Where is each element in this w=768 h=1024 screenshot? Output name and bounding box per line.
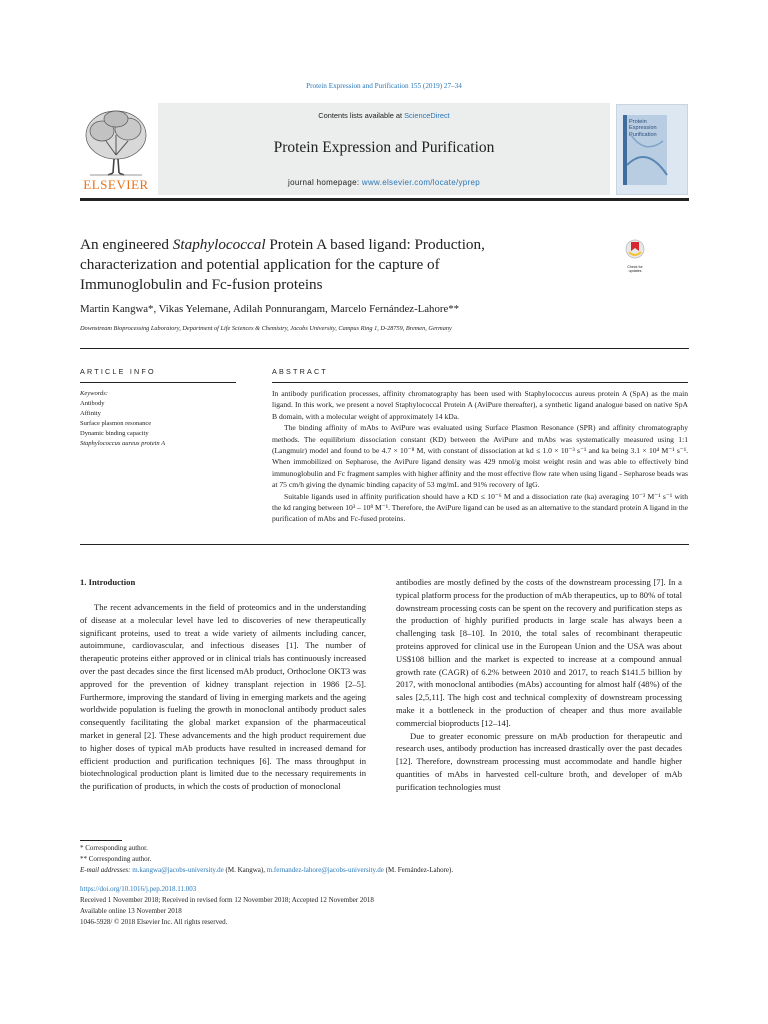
abstract-bottom-rule bbox=[80, 544, 689, 545]
section-heading-introduction: 1. Introduction bbox=[80, 577, 136, 587]
abstract-paragraph: Suitable ligands used in affinity purification should have a KD ≤ 10⁻⁶ M and a dissociation rate (ka) averaging 10⁻³ M⁻¹ s⁻¹ with the kd ranging between 10³ – 10⁸ M⁻¹. Therefore, the AviPure ligand can be used as an alternative to the standard protein A ligand in the purification of mAbs and Fc-fused proteins. bbox=[272, 491, 688, 524]
abstract-heading: ABSTRACT bbox=[272, 367, 328, 376]
contents-prefix: Contents lists available at bbox=[318, 111, 405, 120]
journal-title: Protein Expression and Purification bbox=[273, 139, 495, 156]
received-dates: Received 1 November 2018; Received in revised form 12 November 2018; Accepted 12 November 2018 bbox=[80, 896, 374, 904]
journal-reference[interactable]: Protein Expression and Purification 155 (2019) 27–34 bbox=[306, 82, 462, 90]
article-info-heading: ARTICLE INFO bbox=[80, 367, 156, 376]
keyword: Surface plasmon resonance bbox=[80, 420, 152, 427]
abstract-rule bbox=[272, 382, 688, 383]
right-column bbox=[396, 576, 682, 794]
abstract-body bbox=[272, 388, 688, 525]
abstract-paragraph: In antibody purification processes, affinity chromatography has been used with Staphylococcus aureus protein A (SpA) as the main ligand. In this work, we present a novel Staphylococcal Protein A (AviPure thereafter), a synthetic ligand analogue based on native SpA B domain, with a molecular weight of approximately 14 kDa. bbox=[272, 389, 688, 421]
homepage-prefix: journal homepage: bbox=[288, 178, 362, 187]
keyword: Staphylococcus aureus protein A bbox=[80, 440, 166, 447]
author-list: Martin Kangwa*, Vikas Yelemane, Adilah Ponnurangam, Marcelo Fernández-Lahore** bbox=[80, 303, 460, 315]
doi-link[interactable]: https://doi.org/10.1016/j.pep.2018.11.003 bbox=[80, 885, 197, 893]
cover-title: Protein Expression Purification bbox=[629, 119, 657, 138]
copyright: 1046-5928/ © 2018 Elsevier Inc. All rights reserved. bbox=[80, 918, 228, 926]
abstract-paragraph: The binding affinity of mAbs to AviPure was evaluated using Surface Plasmon Resonance (SPR) and affinity chromatography methods. The equilibrium dissociation constant (KD) between the AviPure and mAbs was systematically measured using 1:1 (Langmuir) model and found to be 4.7 × 10⁻⁸ M, with constant of dissociation at kd ≤ 1.0 × 10⁻³ s⁻¹ and ka being 3.1 × 10⁴ M⁻¹ s⁻¹. When immobilized on Sepharose, the AviPure ligand density was 429 nmol/g moist weight resin and was able to effectively bind immunoglobulin and Fc fragment samples with higher affinity and the most effective flow rate when using ligand - Sepharose beads was at 75 cm/h giving the dynamic binding capacity of 53 mg/mL and 91% recovery of IgG. bbox=[272, 423, 688, 490]
email-link-kangwa[interactable]: m.kangwa@jacobs-university.de bbox=[132, 866, 224, 874]
keyword: Affinity bbox=[80, 410, 101, 417]
contents-line bbox=[158, 111, 610, 120]
sciencedirect-link[interactable]: ScienceDirect bbox=[404, 111, 450, 120]
elsevier-wordmark: ELSEVIER bbox=[83, 177, 149, 192]
crossmark-label: Check for updates bbox=[627, 265, 643, 273]
article-title: An engineered Staphylococcal Protein A based ligand: Production, characterization and potential application for the capture of Immunoglobulin and Fc-fusion proteins bbox=[80, 236, 485, 293]
body-paragraph: The recent advancements in the field of proteomics and in the understanding of disease at a molecular level have led to discoveries of new therapeutically significant proteins, used to treat a wide variety of ailments including cancer, autoimmune, cardiovascular, and infectious diseases [1]. The number of therapeutic proteins either approved or in clinical trials has continuously increased over the past decades since the first licensed mAb product, Orthoclone OKT3 was approved for the prevention of kidney transplant rejection in 1986 [2–5]. Furthermore, improving the standard of living in emerging markets and the ageing worldwide population is fueling the growth in monoclonal antibody product sales consequently facilitating the global market expansion of the pharmaceutical market in general [2]. These advancements and the high product requirement due to higher doses of typical mAb products have resulted in increased demand for efficient production and purification techniques [6]. The mass throughput in biotechnological production plant is limited due to the necessary requirements in the purification of products, in which the costs of production of monoclonal bbox=[80, 602, 366, 792]
footnote-corresponding-1: * Corresponding author. bbox=[80, 844, 148, 852]
body-paragraph: antibodies are mostly defined by the costs of the downstream processing [7]. In a typical platform process for the production of mAb therapeutics, up to 80% of total downstream processing costs can be spent on the recovery and purification steps as the production of highly purified products in large scale has always been a challenging task [8–10]. In 2010, the total sales of recombinant therapeutic proteins approved for clinical use in the European Union and the USA was about US$108 billion and the market is expected to increase at a compound annual growth rate (CAGR) of 6.2% between 2010 and 2017, to reach $141.5 billion by 2017, with monoclonal antibodies (mAbs) accounting for almost half (48%) of the sales [2,5,11]. The high cost and technical complexity of downstream processing make it a bottleneck in the production of cheaper and thus more available commercial bioproducts [12–14]. bbox=[396, 577, 682, 728]
left-column bbox=[80, 601, 366, 793]
footnote-corresponding-2: ** Corresponding author. bbox=[80, 855, 152, 863]
header-rule bbox=[80, 198, 689, 201]
check-for-updates-badge[interactable] bbox=[620, 238, 650, 273]
article-info-rule bbox=[80, 382, 236, 383]
journal-cover-image bbox=[616, 104, 688, 195]
journal-homepage bbox=[158, 178, 610, 187]
footnote-emails: E-mail addresses: m.kangwa@jacobs-university.de (M. Kangwa), m.fernandez-lahore@jacobs-university.de (M. Fernández-Lahore). bbox=[80, 866, 454, 874]
email-link-fernandez[interactable]: m.fernandez-lahore@jacobs-university.de bbox=[266, 866, 384, 874]
available-online: Available online 13 November 2018 bbox=[80, 907, 182, 915]
keyword: Dynamic binding capacity bbox=[80, 430, 149, 437]
info-top-rule bbox=[80, 348, 689, 349]
affiliation: Downstream Bioprocessing Laboratory, Department of Life Sciences & Chemistry, Jacobs University, Campus Ring 1, D-28759, Bremen, Germany bbox=[80, 325, 452, 332]
keywords-label: Keywords: bbox=[80, 390, 108, 397]
footnote-rule bbox=[80, 840, 122, 841]
keyword: Antibody bbox=[80, 400, 105, 407]
homepage-link[interactable]: www.elsevier.com/locate/yprep bbox=[361, 178, 480, 187]
body-paragraph: Due to greater economic pressure on mAb production for therapeutic and research uses, antibody production has increased drastically over the past decades [12]. Therefore, downstream processing must accommodate and handle higher quantities of mAbs in harvested cell-culture broth, and developer of mAb purification technologies must bbox=[396, 730, 682, 792]
crossmark-icon bbox=[620, 238, 650, 260]
